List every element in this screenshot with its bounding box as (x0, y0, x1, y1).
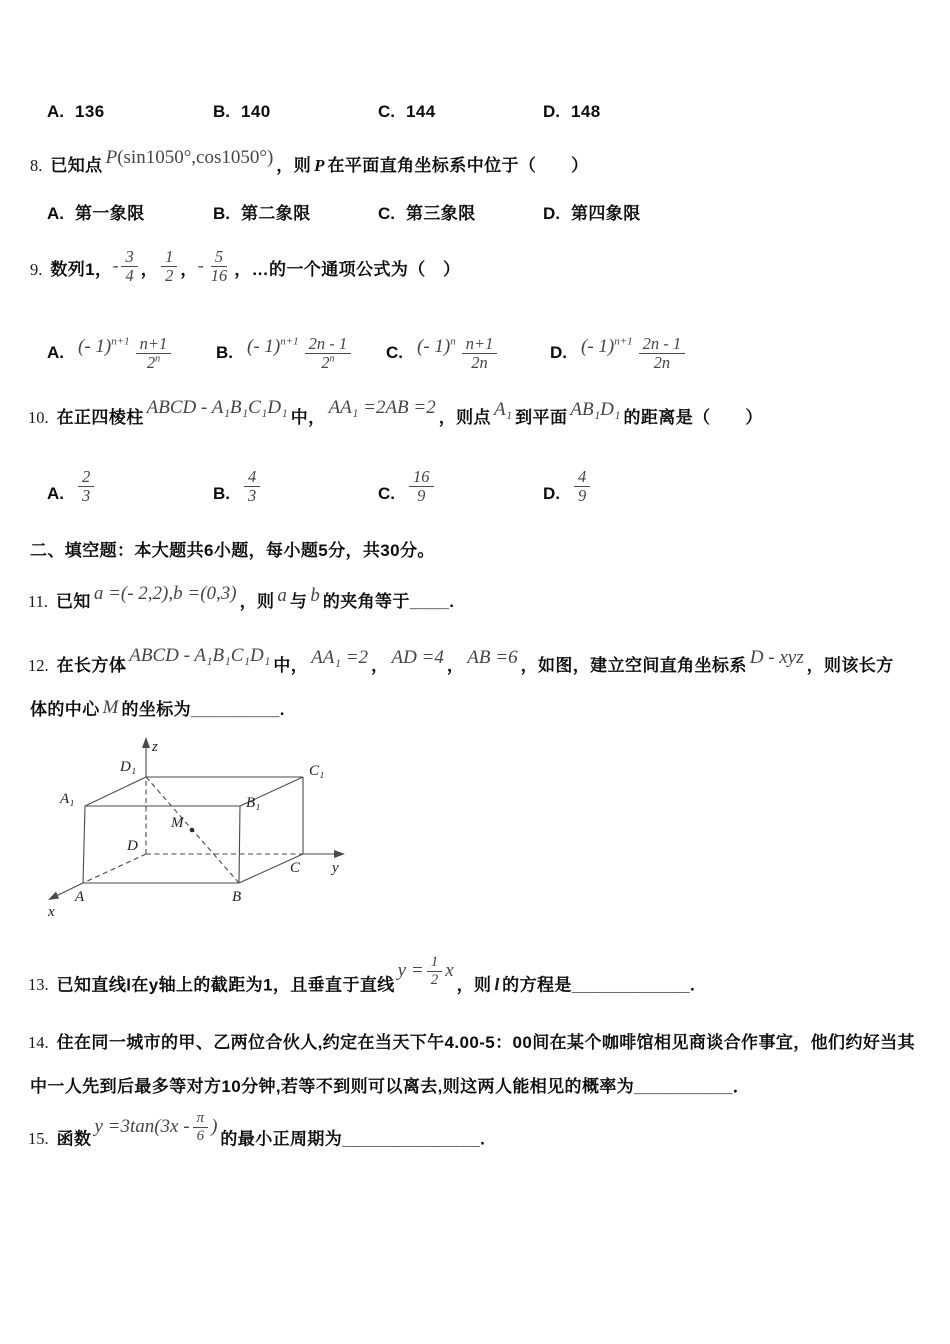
fraction-denominator (143, 354, 164, 372)
math-var: a (277, 585, 287, 606)
fraction-denominator: 3 (248, 486, 257, 506)
math-text: y =3tan(3x - (94, 1116, 190, 1138)
stem-text-with-blank: 的最小正周期为______________. (220, 1129, 486, 1149)
stem-text: 已知 (56, 592, 91, 611)
fraction (244, 468, 260, 506)
fraction-denominator: 9 (578, 486, 587, 506)
q10-option-d (543, 467, 593, 514)
coordinate-system-formula: D - xyz (749, 647, 804, 668)
stem-text: ， (446, 656, 465, 675)
math-text: ) (211, 1116, 218, 1138)
stem-text-with-blank: 中一人先到后最多等对方10分钟,若等不到则可以离去,则这两人能相见的概率为__________． (30, 1077, 751, 1096)
stem-text: 与 (289, 592, 308, 611)
fraction-denominator (467, 354, 492, 372)
question-number: 8. (30, 156, 43, 175)
fraction-numerator: 2n - 1 (305, 335, 352, 354)
fraction-numerator: 4 (244, 468, 260, 487)
q12-stem-line2 (30, 698, 285, 722)
q10-stem (28, 397, 763, 430)
stem-text: 函数 (56, 1129, 92, 1149)
fraction-numerator: 5 (211, 248, 227, 267)
q10-option-b (213, 467, 263, 514)
stem-text: 住在同一城市的甲、乙两位合伙人,约定在当天下午4.00-5：00间在某个咖啡馆相见商谈合作事宜，他们约好当其 (56, 1033, 916, 1052)
option-text: 第三象限 (406, 204, 476, 223)
q8-point-formula (106, 146, 274, 170)
stem-text: 的距离是（ ） (623, 408, 763, 427)
option-label: D. (550, 343, 567, 363)
midpoint-dot (190, 828, 195, 833)
vertex-label-d: D (127, 838, 138, 854)
q12-stem-line1 (28, 645, 894, 678)
q15-stem (28, 1110, 486, 1157)
stem-text: 在长方体 (56, 656, 127, 675)
stem-text: 体的中心 (30, 700, 100, 719)
fraction (409, 468, 434, 506)
option-label: C. (378, 484, 395, 504)
option-label: D. (543, 102, 560, 121)
option-text: 140 (241, 102, 271, 121)
fraction (121, 248, 137, 286)
fraction (161, 248, 177, 286)
option-label: C. (386, 343, 403, 363)
stem-text: 到平面 (515, 408, 568, 427)
q7-option-d (543, 102, 601, 122)
fraction (427, 954, 443, 989)
stem-text: 中， (273, 656, 309, 675)
q10-option-a (47, 467, 97, 514)
formula-prefix (417, 336, 456, 358)
math-var: b (310, 585, 320, 606)
vertex-label-d1: D₁ (120, 759, 137, 775)
q8-option-c (378, 199, 476, 224)
q8-option-d (543, 199, 641, 224)
q7-option-b (213, 102, 271, 122)
q11-stem (28, 583, 455, 614)
edge-formula: AB =6 (467, 647, 518, 668)
exponent: n+1 (614, 335, 633, 348)
stem-text: ，则该长方 (806, 656, 894, 675)
exponent: n (329, 353, 335, 365)
option-label: B. (216, 343, 233, 363)
fraction-denominator: 2 (430, 971, 439, 988)
stem-text: ， (180, 260, 198, 280)
fraction (574, 468, 590, 506)
question-number: 10. (28, 408, 49, 427)
vertex-label-c: C (290, 860, 301, 876)
cuboid-svg (40, 733, 360, 923)
q9-option-a (47, 335, 174, 373)
math-text: 2 (146, 353, 156, 373)
fraction-numerator: 2 (78, 468, 94, 487)
formula-prefix (78, 336, 130, 358)
prism-name-formula: ABCD - A₁B₁C₁D₁ (146, 397, 288, 418)
vertex-label-a1: A₁ (60, 791, 75, 807)
stem-text: 已知直线l在y轴上的截距为1，且垂直于直线 (56, 975, 395, 995)
q13-stem (28, 954, 696, 1003)
fraction-numerator: 2n - 1 (639, 335, 686, 354)
fraction-numerator: 16 (409, 468, 434, 487)
fraction-numerator: 1 (427, 954, 443, 972)
q9-option-c (386, 335, 500, 373)
formula-prefix (581, 336, 633, 358)
fraction-numerator: n+1 (136, 335, 172, 354)
fraction-numerator: n+1 (462, 335, 498, 354)
tangent-function-formula (94, 1110, 217, 1145)
fraction-sign: - (112, 255, 119, 276)
cuboid-figure (40, 733, 360, 928)
exponent: n+1 (111, 335, 130, 348)
fraction-sign: - (197, 255, 204, 276)
question-number: 15. (28, 1129, 49, 1149)
q9-option-b (216, 335, 354, 373)
fraction-numerator: 4 (574, 468, 590, 487)
q9-option-d (550, 335, 688, 373)
axis-arrowheads (48, 737, 345, 900)
stem-text: 中， (290, 408, 326, 427)
math-text: 2 (321, 353, 330, 373)
math-text: (sin1050°,cos1050°) (117, 147, 274, 168)
math-var: P (105, 147, 118, 168)
stem-text: ， (371, 656, 389, 675)
stem-text: ，…的一个通项公式为（ ） (234, 260, 461, 280)
math-text: 2n (653, 353, 671, 373)
stem-text: ，则 (239, 592, 275, 611)
math-var: P (314, 156, 325, 175)
option-label: B. (213, 484, 230, 504)
math-text: y = (397, 960, 424, 982)
option-text: 第四象限 (571, 204, 641, 223)
fraction (207, 248, 232, 286)
fraction-denominator (650, 354, 675, 372)
option-label: C. (378, 102, 395, 121)
edge-formula: AD =4 (391, 647, 444, 668)
option-label: D. (543, 484, 560, 504)
stem-text-with-blank: 的夹角等于____. (322, 592, 455, 611)
option-label: D. (543, 204, 560, 223)
stem-text: ，则 (276, 156, 312, 175)
stem-text: 数列1， (50, 260, 113, 280)
fraction-denominator: 9 (417, 486, 426, 506)
fraction (639, 335, 686, 373)
section2-header (30, 540, 435, 562)
fraction-denominator: 2 (165, 266, 174, 286)
q9-stem (30, 247, 461, 290)
option-text: 第二象限 (241, 204, 311, 223)
math-text: (- 1) (78, 336, 112, 358)
option-text: 第一象限 (75, 204, 145, 223)
exponent: n (450, 335, 456, 348)
question-number: 9. (30, 260, 43, 280)
stem-text-with-blank: 的坐标为_________. (121, 700, 285, 719)
math-text: (- 1) (247, 336, 281, 358)
stem-text: 在正四棱柱 (56, 408, 144, 427)
math-text: 2n (471, 353, 488, 373)
math-text: (- 1) (417, 336, 451, 358)
math-text: x (445, 960, 454, 982)
q8-option-a (47, 199, 145, 224)
plane-formula: AB₁D₁ (570, 399, 621, 420)
math-var: l (494, 975, 500, 995)
q14-stem-line2 (30, 1076, 750, 1098)
fraction (193, 1110, 209, 1145)
fraction-denominator: 16 (210, 266, 228, 286)
option-text: 148 (571, 102, 601, 121)
line-equation-formula (398, 954, 454, 989)
q7-option-c (378, 102, 436, 122)
stem-text: ，则 (456, 975, 492, 995)
option-label: B. (213, 204, 230, 223)
question-number: 12. (28, 656, 49, 675)
math-var: M (102, 697, 119, 718)
axis-label-z: z (152, 739, 158, 755)
q8-option-b (213, 199, 311, 224)
q14-stem-line1 (28, 1032, 915, 1054)
q10-option-c (378, 467, 437, 514)
option-text: 144 (406, 102, 436, 121)
option-label: A. (47, 102, 64, 121)
fraction-denominator: 4 (125, 266, 134, 286)
fraction (136, 335, 172, 373)
fraction (78, 468, 94, 506)
option-label: C. (378, 204, 395, 223)
question-number: 13. (28, 975, 49, 995)
option-label: A. (47, 343, 64, 363)
fraction-denominator (317, 354, 338, 372)
fraction (462, 335, 498, 373)
q8-stem (30, 147, 589, 178)
answer-paren: （ ） (518, 156, 589, 175)
stem-text: 已知点 (50, 156, 103, 175)
fraction-denominator: 6 (196, 1127, 205, 1144)
edge-length-formula: AA₁ =2AB =2 (328, 397, 436, 418)
stem-text: ，则点 (438, 408, 491, 427)
axis-label-x: x (48, 904, 55, 920)
section-title: 二、填空题：本大题共6小题，每小题5分，共30分。 (30, 541, 435, 560)
q7-option-a (47, 102, 105, 122)
cuboid-name-formula: ABCD - A₁B₁C₁D₁ (129, 645, 271, 666)
stem-text-with-blank: 的方程是____________. (502, 975, 696, 995)
formula-prefix (247, 336, 299, 358)
vertex-label-c1: C₁ (309, 763, 325, 779)
stem-text: ， (140, 260, 159, 280)
fraction-denominator: 3 (82, 486, 91, 506)
stem-text: ，如图，建立空间直角坐标系 (520, 656, 747, 675)
stem-text: 在平面直角坐标系中位于 (327, 156, 519, 175)
fraction-numerator: 1 (161, 248, 177, 267)
vector-formula: a =(- 2,2),b =(0,3) (93, 583, 237, 604)
vertex-label-a: A (75, 889, 85, 905)
fraction-numerator: 3 (121, 248, 137, 267)
fraction (305, 335, 352, 373)
exponent: n (155, 353, 161, 365)
point-formula: A₁ (493, 399, 513, 420)
option-label: A. (47, 484, 64, 504)
vertex-label-b1: B₁ (246, 795, 261, 811)
axis-label-y: y (332, 860, 339, 876)
question-number: 14. (28, 1033, 49, 1052)
midpoint-label-m: M (171, 815, 184, 831)
vertex-label-b: B (232, 889, 242, 905)
math-text: (- 1) (581, 336, 615, 358)
option-text: 136 (75, 102, 105, 121)
fraction-numerator: π (193, 1110, 209, 1128)
option-label: B. (213, 102, 230, 121)
option-label: A. (47, 204, 64, 223)
question-number: 11. (28, 592, 49, 611)
edge-formula: AA₁ =2 (311, 647, 369, 668)
exponent: n+1 (280, 335, 299, 348)
